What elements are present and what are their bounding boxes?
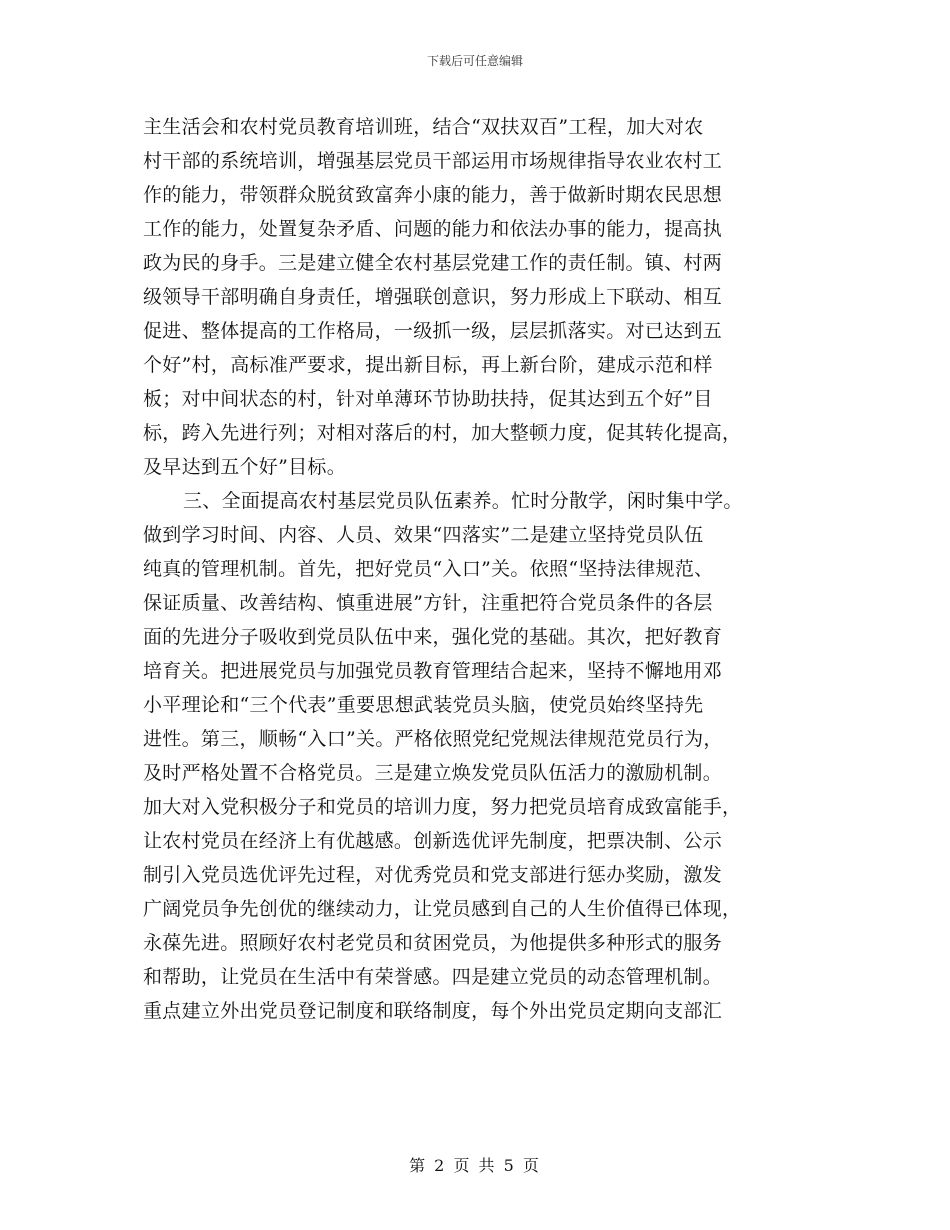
text-line: 做到学习时间、内容、人员、效果“四落实”二是建立坚持党员队伍 <box>143 524 704 546</box>
text-line: 保证质量、改善结构、慎重进展”方针，注重把符合党员条件的各层 <box>143 592 713 614</box>
text-line: 和帮助，让党员在生活中有荣誉感。四是建立党员的动态管理机制。 <box>143 966 723 988</box>
document-body <box>143 110 803 1028</box>
text-line: 主生活会和农村党员教育培训班，结合“双扶双百”工程，加大对农 <box>143 116 704 138</box>
page-number-footer: 第 2 页 共 5 页 <box>409 1156 541 1175</box>
text-line: 培育关。把进展党员与加强党员教育管理结合起来，坚持不懈地用邓 <box>143 660 723 682</box>
page-header: 下载后可任意编辑 <box>426 54 523 68</box>
text-line: 个好”村，高标准严要求，提出新目标，再上新台阶，建成示范和样 <box>143 354 713 376</box>
text-line: 小平理论和“三个代表”重要思想武装党员头脑，使党员始终坚持先 <box>143 694 704 716</box>
text-line: 纯真的管理机制。首先，把好党员“入口”关。依照“坚持法律规范、 <box>143 558 714 580</box>
text-line: 村干部的系统培训，增强基层党员干部运用市场规律指导农业农村工 <box>143 150 723 172</box>
text-line: 面的先进分子吸收到党员队伍中来，强化党的基础。其次，把好教育 <box>143 626 723 648</box>
text-line: 工作的能力，处置复杂矛盾、问题的能力和依法办事的能力，提高执 <box>143 218 723 240</box>
text-line: 政为民的身手。三是建立健全农村基层党建工作的责任制。镇、村两 <box>143 252 723 274</box>
text-line: 制引入党员选优评先过程，对优秀党员和党支部进行惩办奖励，激发 <box>143 864 723 886</box>
text-line: 广阔党员争先创优的继续动力，让党员感到自己的人生价值得已体现， <box>143 898 742 920</box>
text-line: 重点建立外出党员登记制度和联络制度，每个外出党员定期向支部汇 <box>143 1000 723 1022</box>
text-line: 及早达到五个好”目标。 <box>143 456 347 478</box>
text-line: 促进、整体提高的工作格局，一级抓一级，层层抓落实。对已达到五 <box>143 320 723 342</box>
section-heading-line: 三、全面提高农村基层党员队伍素养。忙时分散学，闲时集中学。 <box>183 490 743 512</box>
text-line: 标，跨入先进行列；对相对落后的村，加大整顿力度，促其转化提高， <box>143 422 742 444</box>
text-line: 加大对入党积极分子和党员的培训力度，努力把党员培育成致富能手， <box>143 796 742 818</box>
text-line: 及时严格处置不合格党员。三是建立焕发党员队伍活力的激励机制。 <box>143 762 723 784</box>
text-line: 进性。第三，顺畅“入口”关。严格依照党纪党规法律规范党员行为， <box>143 728 723 750</box>
text-line: 永葆先进。照顾好农村老党员和贫困党员，为他提供多种形式的服务 <box>143 932 723 954</box>
text-line: 板；对中间状态的村，针对单薄环节协助扶持，促其达到五个好”目 <box>143 388 713 410</box>
text-line: 让农村党员在经济上有优越感。创新选优评先制度，把票决制、公示 <box>143 830 723 852</box>
text-line: 作的能力，带领群众脱贫致富奔小康的能力，善于做新时期农民思想 <box>143 184 723 206</box>
text-line: 级领导干部明确自身责任，增强联创意识，努力形成上下联动、相互 <box>143 286 723 308</box>
